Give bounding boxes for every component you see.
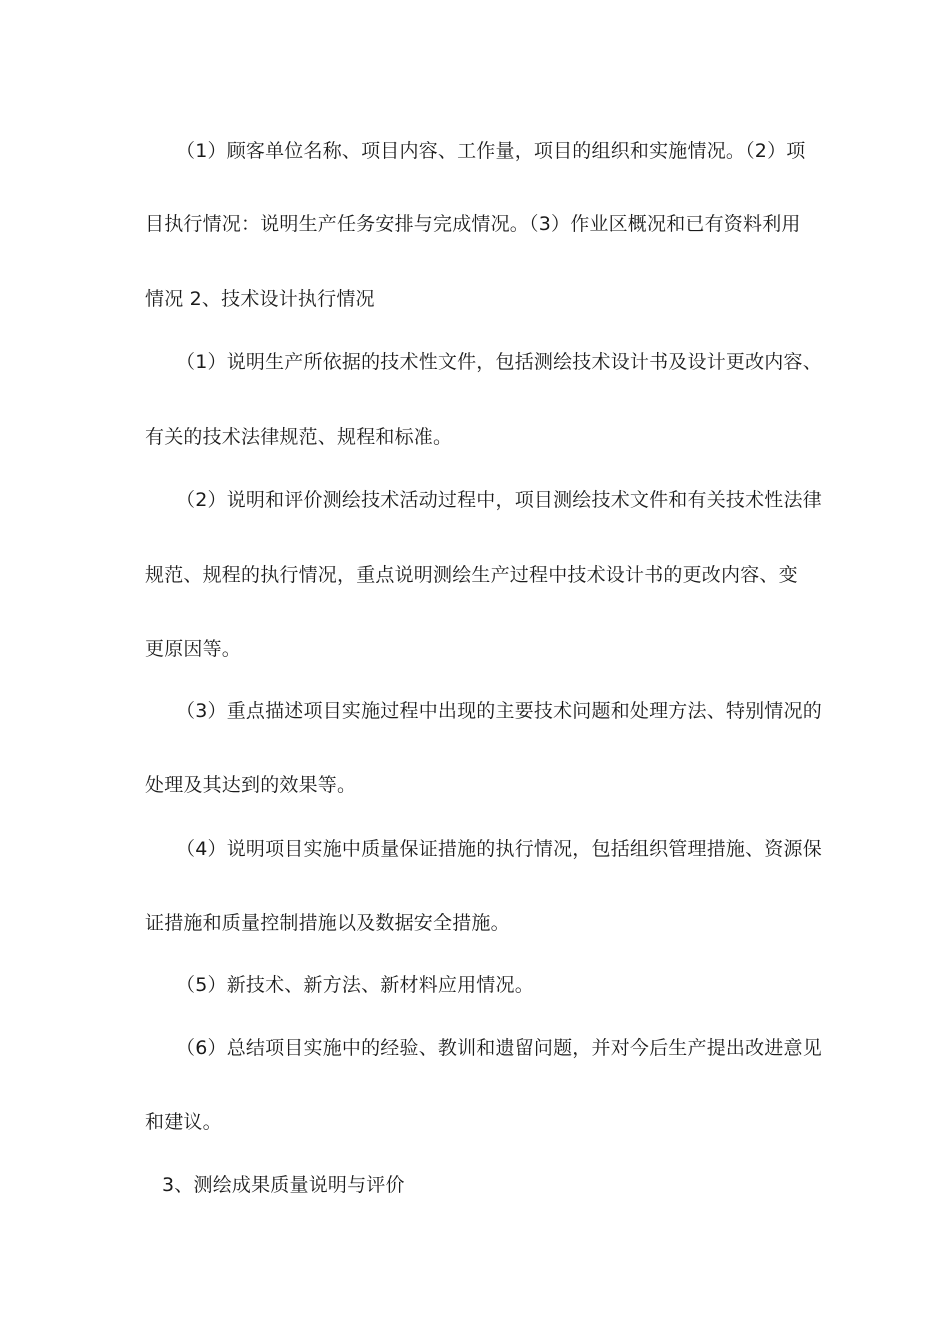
paragraph-1-line-2: 目执行情况：说明生产任务安排与完成情况。（3）作业区概况和已有资料利用 <box>145 213 801 235</box>
paragraph-6-line-1: （5）新技术、新方法、新材料应用情况。 <box>176 974 534 996</box>
paragraph-4-line-1: （3）重点描述项目实施过程中出现的主要技术问题和处理方法、特别情况的 <box>176 700 822 722</box>
paragraph-7-line-2: 和建议。 <box>145 1111 222 1133</box>
paragraph-3-line-2: 规范、规程的执行情况，重点说明测绘生产过程中技术设计书的更改内容、变 <box>145 564 798 586</box>
paragraph-4-line-2: 处理及其达到的效果等。 <box>145 774 357 796</box>
paragraph-3-line-1: （2）说明和评价测绘技术活动过程中，项目测绘技术文件和有关技术性法律 <box>176 489 822 511</box>
paragraph-1-line-3: 情况 2、技术设计执行情况 <box>145 288 375 310</box>
paragraph-2-line-1: （1）说明生产所依据的技术性文件，包括测绘技术设计书及设计更改内容、 <box>176 351 822 373</box>
paragraph-7-line-1: （6）总结项目实施中的经验、教训和遗留问题，并对今后生产提出改进意见 <box>176 1037 822 1059</box>
paragraph-5-line-1: （4）说明项目实施中质量保证措施的执行情况，包括组织管理措施、资源保 <box>176 838 822 860</box>
paragraph-2-line-2: 有关的技术法律规范、规程和标准。 <box>145 426 453 448</box>
section-heading-3: 3、测绘成果质量说明与评价 <box>162 1174 405 1196</box>
paragraph-3-line-3: 更原因等。 <box>145 638 242 660</box>
paragraph-5-line-2: 证措施和质量控制措施以及数据安全措施。 <box>145 912 510 934</box>
paragraph-1-line-1: （1）顾客单位名称、项目内容、工作量，项目的组织和实施情况。（2）项 <box>176 140 806 162</box>
